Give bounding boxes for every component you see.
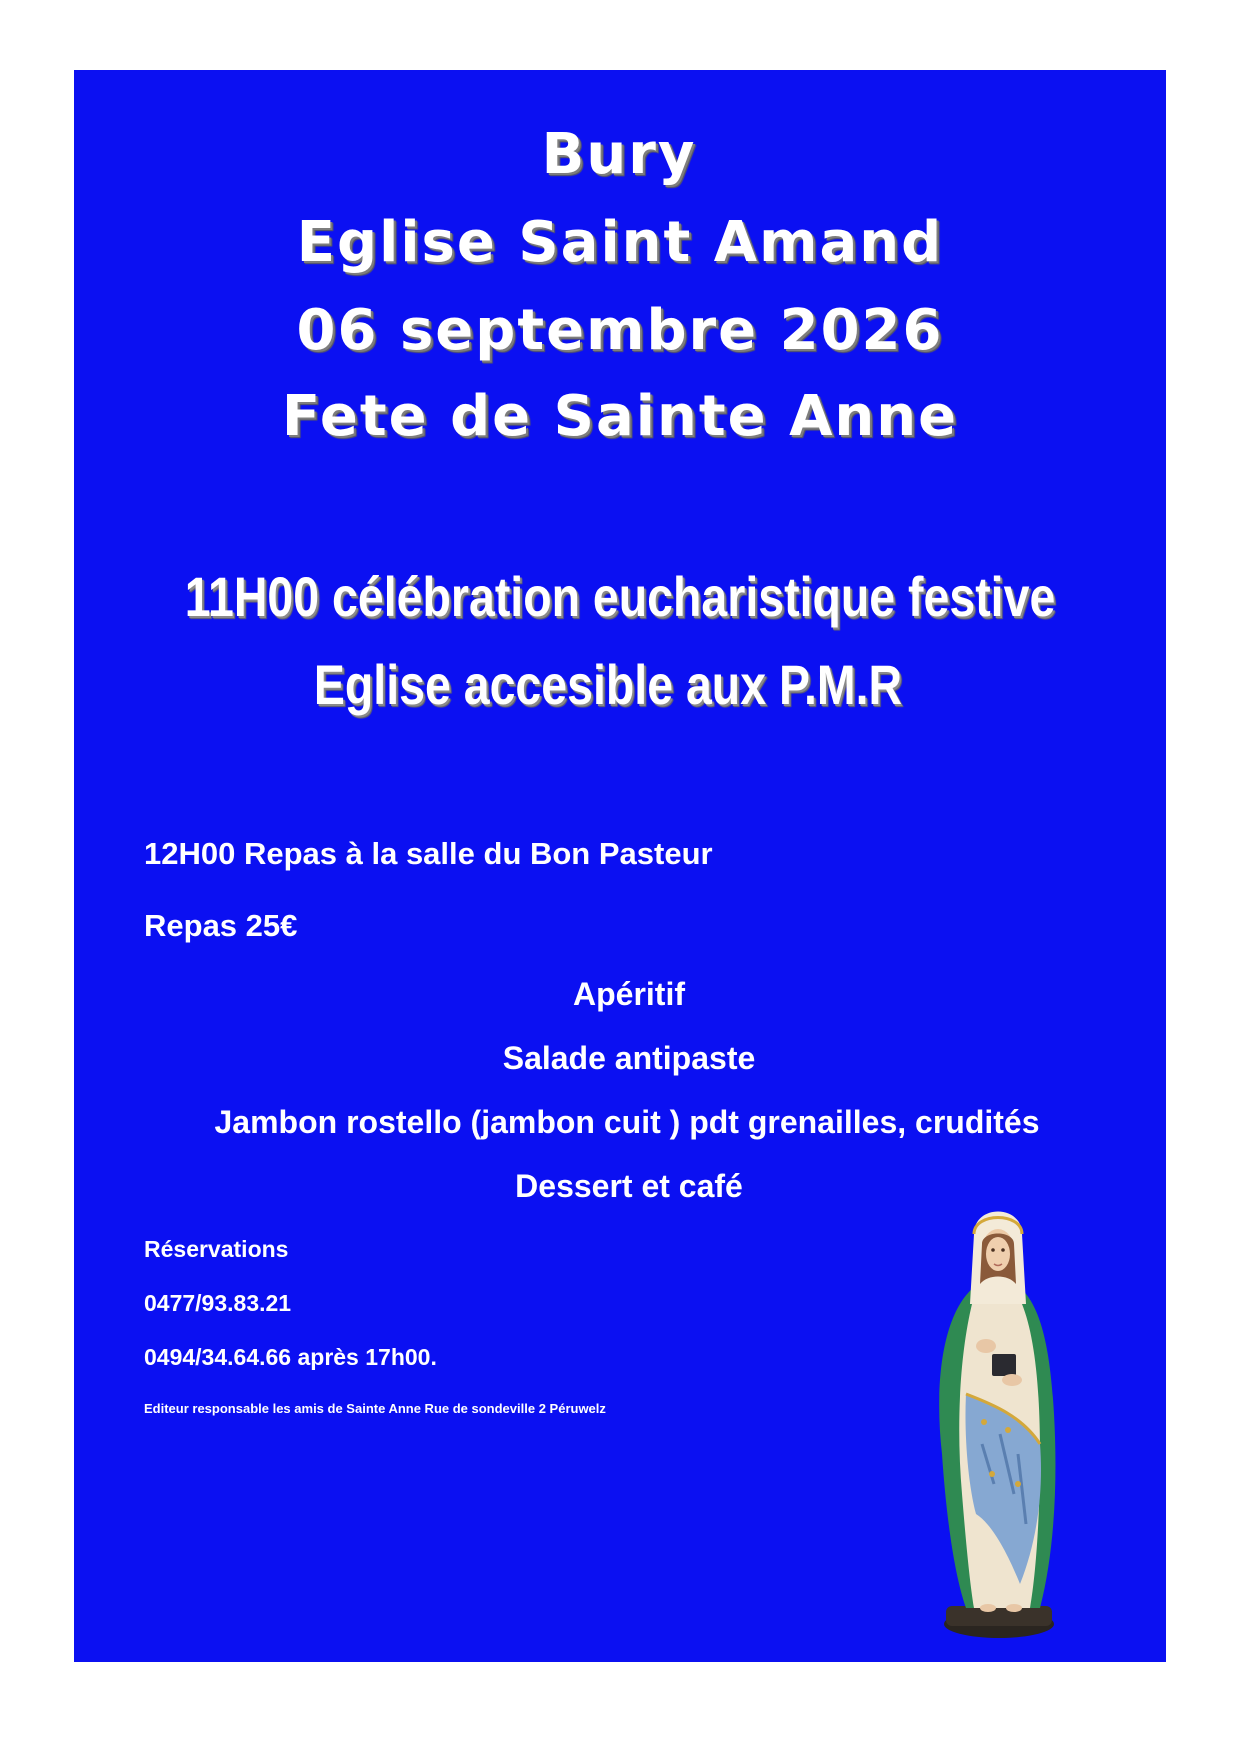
statue-image xyxy=(922,1194,1072,1644)
accessibility-note: Eglise accesible aux P.M.R xyxy=(313,653,903,716)
editor-credit: Editeur responsable les amis de Sainte Anne Rue de sondeville 2 Péruwelz xyxy=(144,1401,606,1416)
title-event: Fete de Sainte Anne xyxy=(281,384,959,449)
menu-item-salad: Salade antipaste xyxy=(502,1040,756,1076)
reservations-label: Réservations xyxy=(144,1236,289,1262)
title-date: 06 septembre 2026 xyxy=(296,298,944,363)
meal-time: 12H00 Repas à la salle du Bon Pasteur xyxy=(144,836,713,871)
menu-item-dessert: Dessert et café xyxy=(515,1168,743,1204)
meal-price: Repas 25€ xyxy=(144,908,298,943)
menu-item-main: Jambon rostello (jambon cuit ) pdt grenailles, crudités xyxy=(214,1104,1040,1140)
celebration-time: 11H00 célébration eucharistique festive xyxy=(184,565,1056,628)
reservation-phone-2: 0494/34.64.66 après 17h00. xyxy=(144,1344,437,1370)
poster-background xyxy=(74,70,1166,1662)
title-place: Bury xyxy=(541,122,697,187)
title-church: Eglise Saint Amand xyxy=(296,210,944,275)
reservation-phone-1: 0477/93.83.21 xyxy=(144,1290,292,1316)
menu-item-aperitif: Apéritif xyxy=(573,976,685,1012)
